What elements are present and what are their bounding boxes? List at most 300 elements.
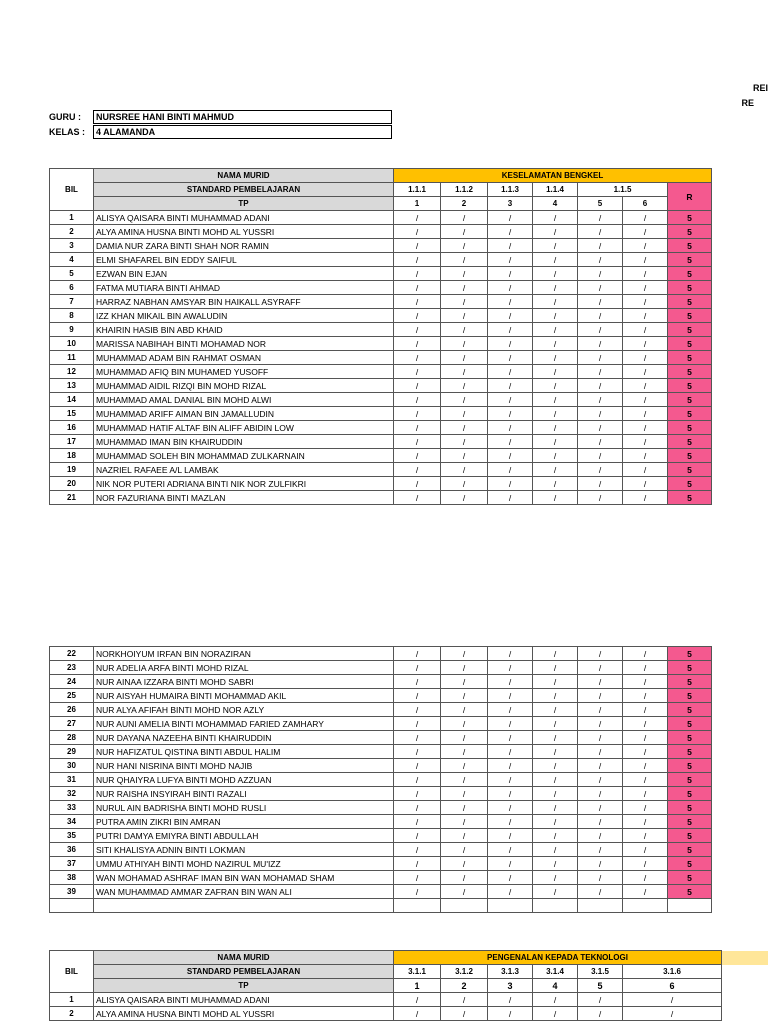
result-cell: 5	[668, 787, 712, 801]
result-cell: 5	[668, 351, 712, 365]
result-cell: 5	[668, 885, 712, 899]
mark-cell: /	[578, 815, 623, 829]
row-number: 3	[50, 239, 94, 253]
standard-3: 1.1.3	[488, 183, 533, 197]
mark-cell: /	[394, 759, 441, 773]
mark-cell: /	[578, 421, 623, 435]
result-cell: 5	[668, 435, 712, 449]
result-cell: 5	[668, 717, 712, 731]
mark-cell: /	[441, 239, 488, 253]
mark-cell: /	[488, 661, 533, 675]
result-cell: 5	[668, 379, 712, 393]
mark-cell: /	[441, 1007, 488, 1021]
mark-cell: /	[441, 365, 488, 379]
table-row	[50, 689, 712, 703]
mark-cell: /	[623, 993, 722, 1007]
mark-cell: /	[488, 407, 533, 421]
mark-cell: /	[394, 661, 441, 675]
tp-4: 4	[533, 197, 578, 211]
table-row	[50, 421, 712, 435]
student-name: NUR RAISHA INSYIRAH BINTI RAZALI	[94, 787, 394, 801]
mark-cell: /	[488, 801, 533, 815]
mark-cell: /	[441, 309, 488, 323]
student-name: NUR AINAA IZZARA BINTI MOHD SABRI	[94, 675, 394, 689]
standard-3-5: 3.1.5	[578, 965, 623, 979]
mark-cell: /	[578, 323, 623, 337]
mark-cell: /	[441, 675, 488, 689]
student-name: ALYA AMINA HUSNA BINTI MOHD AL YUSSRI	[94, 1007, 394, 1021]
row-number: 29	[50, 745, 94, 759]
mark-cell: /	[533, 491, 578, 505]
mark-cell: /	[578, 717, 623, 731]
student-name: MUHAMMAD SOLEH BIN MOHAMMAD ZULKARNAIN	[94, 449, 394, 463]
tp-2: 2	[441, 197, 488, 211]
mark-cell: /	[441, 815, 488, 829]
student-name: PUTRA AMIN ZIKRI BIN AMRAN	[94, 815, 394, 829]
tp-header: TP	[94, 197, 394, 211]
result-cell: 5	[668, 815, 712, 829]
mark-cell: /	[441, 843, 488, 857]
mark-cell: /	[441, 491, 488, 505]
mark-cell: /	[441, 267, 488, 281]
mark-cell: /	[394, 365, 441, 379]
table-row	[50, 787, 712, 801]
mark-cell: /	[394, 295, 441, 309]
student-name: MUHAMMAD ARIFF AIMAN BIN JAMALLUDIN	[94, 407, 394, 421]
table-row	[50, 857, 712, 871]
mark-cell: /	[578, 463, 623, 477]
mark-cell: /	[623, 337, 668, 351]
table-row	[50, 843, 712, 857]
tp-1: 1	[394, 197, 441, 211]
topic-header: KESELAMATAN BENGKEL	[394, 169, 712, 183]
mark-cell: /	[488, 393, 533, 407]
mark-cell: /	[394, 393, 441, 407]
mark-cell: /	[623, 731, 668, 745]
mark-cell: /	[441, 745, 488, 759]
student-name: NUR ALYA AFIFAH BINTI MOHD NOR AZLY	[94, 703, 394, 717]
mark-cell: /	[533, 801, 578, 815]
table-row	[50, 281, 712, 295]
mark-cell: /	[441, 449, 488, 463]
mark-cell: /	[533, 407, 578, 421]
row-number: 31	[50, 773, 94, 787]
mark-cell: /	[441, 857, 488, 871]
row-number: 36	[50, 843, 94, 857]
mark-cell: /	[578, 731, 623, 745]
student-name: NUR AUNI AMELIA BINTI MOHAMMAD FARIED ZAMHARY	[94, 717, 394, 731]
result-cell: 5	[668, 365, 712, 379]
student-name: NUR QHAIYRA LUFYA BINTI MOHD AZZUAN	[94, 773, 394, 787]
mark-cell: /	[533, 703, 578, 717]
mark-cell: /	[578, 675, 623, 689]
mark-cell: /	[578, 267, 623, 281]
table-row	[50, 309, 712, 323]
result-cell: 5	[668, 239, 712, 253]
mark-cell: /	[533, 731, 578, 745]
mark-cell: /	[488, 787, 533, 801]
mark-cell: /	[578, 857, 623, 871]
mark-cell: /	[441, 661, 488, 675]
student-name: WAN MUHAMMAD AMMAR ZAFRAN BIN WAN ALI	[94, 885, 394, 899]
r-header: R	[668, 183, 712, 211]
mark-cell: /	[623, 449, 668, 463]
mark-cell: /	[533, 745, 578, 759]
mark-cell: /	[394, 421, 441, 435]
result-cell: 5	[668, 463, 712, 477]
mark-cell: /	[394, 717, 441, 731]
mark-cell: /	[394, 647, 441, 661]
result-cell: 5	[668, 323, 712, 337]
empty-cell	[623, 899, 668, 913]
mark-cell: /	[533, 365, 578, 379]
result-cell: 5	[668, 267, 712, 281]
result-cell: 5	[668, 309, 712, 323]
mark-cell: /	[533, 993, 578, 1007]
result-cell: 5	[668, 295, 712, 309]
mark-cell: /	[578, 491, 623, 505]
student-name: NURUL AIN BADRISHA BINTI MOHD RUSLI	[94, 801, 394, 815]
mark-cell: /	[488, 857, 533, 871]
student-name: NUR DAYANA NAZEEHA BINTI KHAIRUDDIN	[94, 731, 394, 745]
mark-cell: /	[488, 717, 533, 731]
mark-cell: /	[533, 815, 578, 829]
student-name: EZWAN BIN EJAN	[94, 267, 394, 281]
mark-cell: /	[578, 871, 623, 885]
mark-cell: /	[533, 477, 578, 491]
mark-cell: /	[394, 435, 441, 449]
mark-cell: /	[533, 829, 578, 843]
result-cell: 5	[668, 773, 712, 787]
mark-cell: /	[394, 281, 441, 295]
mark-cell: /	[488, 435, 533, 449]
mark-cell: /	[533, 661, 578, 675]
student-name: ALISYA QAISARA BINTI MUHAMMAD ADANI	[94, 993, 394, 1007]
mark-cell: /	[578, 281, 623, 295]
mark-cell: /	[578, 309, 623, 323]
row-number: 22	[50, 647, 94, 661]
mark-cell: /	[623, 773, 668, 787]
row-number: 13	[50, 379, 94, 393]
row-number: 16	[50, 421, 94, 435]
mark-cell: /	[488, 815, 533, 829]
mark-cell: /	[441, 689, 488, 703]
mark-cell: /	[394, 309, 441, 323]
mark-cell: /	[394, 745, 441, 759]
mark-cell: /	[623, 267, 668, 281]
mark-cell: /	[394, 829, 441, 843]
mark-cell: /	[623, 211, 668, 225]
mark-cell: /	[394, 843, 441, 857]
table-row	[50, 703, 712, 717]
mark-cell: /	[623, 1007, 722, 1021]
mark-cell: /	[488, 337, 533, 351]
mark-cell: /	[488, 267, 533, 281]
kelas-value: 4 ALAMANDA	[93, 125, 392, 139]
row-number: 1	[50, 993, 94, 1007]
mark-cell: /	[394, 225, 441, 239]
mark-cell: /	[623, 253, 668, 267]
mark-cell: /	[623, 351, 668, 365]
row-number: 23	[50, 661, 94, 675]
mark-cell: /	[394, 407, 441, 421]
guru-label: GURU :	[49, 112, 81, 122]
row-number: 5	[50, 267, 94, 281]
empty-cell	[441, 899, 488, 913]
row-number: 37	[50, 857, 94, 871]
student-name: HARRAZ NABHAN AMSYAR BIN HAIKALL ASYRAFF	[94, 295, 394, 309]
table-row	[50, 449, 712, 463]
student-name: NOR FAZURIANA BINTI MAZLAN	[94, 491, 394, 505]
mark-cell: /	[394, 351, 441, 365]
student-name: MUHAMMAD AFIQ BIN MUHAMED YUSOFF	[94, 365, 394, 379]
row-number: 7	[50, 295, 94, 309]
mark-cell: /	[533, 379, 578, 393]
table-row	[50, 253, 712, 267]
table-row	[50, 675, 712, 689]
mark-cell: /	[578, 295, 623, 309]
mark-cell: /	[578, 843, 623, 857]
mark-cell: /	[578, 801, 623, 815]
result-cell: 5	[668, 661, 712, 675]
mark-cell: /	[578, 745, 623, 759]
row-number: 17	[50, 435, 94, 449]
table-row	[50, 267, 712, 281]
table-row	[50, 759, 712, 773]
result-cell: 5	[668, 407, 712, 421]
mark-cell: /	[488, 689, 533, 703]
mark-cell: /	[394, 477, 441, 491]
mark-cell: /	[623, 815, 668, 829]
table-row	[50, 717, 712, 731]
student-name: NUR HAFIZATUL QISTINA BINTI ABDUL HALIM	[94, 745, 394, 759]
mark-cell: /	[394, 787, 441, 801]
table-row	[50, 731, 712, 745]
mark-cell: /	[623, 323, 668, 337]
table-row	[50, 815, 712, 829]
result-cell: 5	[668, 745, 712, 759]
empty-cell	[94, 899, 394, 913]
mark-cell: /	[533, 689, 578, 703]
mark-cell: /	[533, 253, 578, 267]
mark-cell: /	[623, 225, 668, 239]
mark-cell: /	[441, 993, 488, 1007]
mark-cell: /	[623, 407, 668, 421]
tp-3-5: 5	[578, 979, 623, 993]
result-cell: 5	[668, 857, 712, 871]
row-number: 26	[50, 703, 94, 717]
mark-cell: /	[394, 801, 441, 815]
student-name: NORKHOIYUM IRFAN BIN NORAZIRAN	[94, 647, 394, 661]
result-cell: 5	[668, 829, 712, 843]
row-number: 6	[50, 281, 94, 295]
mark-cell: /	[578, 435, 623, 449]
table-row	[50, 829, 712, 843]
empty-cell	[50, 899, 94, 913]
standard-3-1: 3.1.1	[394, 965, 441, 979]
result-cell: 5	[668, 689, 712, 703]
mark-cell: /	[394, 703, 441, 717]
mark-cell: /	[441, 253, 488, 267]
table-row	[50, 801, 712, 815]
mark-cell: /	[533, 787, 578, 801]
table-row	[50, 885, 712, 899]
mark-cell: /	[441, 829, 488, 843]
assessment-table-continuation	[49, 646, 712, 913]
table-row	[50, 745, 712, 759]
student-name: WAN MOHAMAD ASHRAF IMAN BIN WAN MOHAMAD SHAM	[94, 871, 394, 885]
row-number: 28	[50, 731, 94, 745]
mark-cell: /	[533, 393, 578, 407]
mark-cell: /	[441, 351, 488, 365]
mark-cell: /	[578, 393, 623, 407]
table-row	[50, 239, 712, 253]
table-row	[50, 365, 712, 379]
mark-cell: /	[441, 885, 488, 899]
mark-cell: /	[578, 885, 623, 899]
mark-cell: /	[488, 647, 533, 661]
student-name: MUHAMMAD IMAN BIN KHAIRUDDIN	[94, 435, 394, 449]
row-number: 30	[50, 759, 94, 773]
mark-cell: /	[623, 661, 668, 675]
mark-cell: /	[441, 435, 488, 449]
table-row	[50, 337, 712, 351]
mark-cell: /	[623, 491, 668, 505]
tp-header-2: TP	[94, 979, 394, 993]
mark-cell: /	[394, 1007, 441, 1021]
table-row	[50, 477, 712, 491]
mark-cell: /	[488, 449, 533, 463]
nama-murid-header: NAMA MURID	[94, 169, 394, 183]
row-number: 27	[50, 717, 94, 731]
mark-cell: /	[578, 647, 623, 661]
tp-3: 3	[488, 197, 533, 211]
student-name: NIK NOR PUTERI ADRIANA BINTI NIK NOR ZULFIKRI	[94, 477, 394, 491]
result-cell: 5	[668, 759, 712, 773]
mark-cell: /	[623, 393, 668, 407]
result-cell: 5	[668, 801, 712, 815]
mark-cell: /	[394, 211, 441, 225]
mark-cell: /	[488, 365, 533, 379]
mark-cell: /	[488, 351, 533, 365]
mark-cell: /	[488, 731, 533, 745]
mark-cell: /	[533, 843, 578, 857]
mark-cell: /	[623, 365, 668, 379]
mark-cell: /	[394, 267, 441, 281]
mark-cell: /	[533, 463, 578, 477]
mark-cell: /	[394, 239, 441, 253]
mark-cell: /	[488, 745, 533, 759]
mark-cell: /	[488, 759, 533, 773]
mark-cell: /	[441, 323, 488, 337]
mark-cell: /	[578, 993, 623, 1007]
table-row	[50, 323, 712, 337]
standard-3-2: 3.1.2	[441, 965, 488, 979]
mark-cell: /	[533, 211, 578, 225]
row-number: 2	[50, 225, 94, 239]
mark-cell: /	[488, 295, 533, 309]
result-cell: 5	[668, 449, 712, 463]
mark-cell: /	[394, 815, 441, 829]
table-row	[50, 379, 712, 393]
empty-cell	[394, 899, 441, 913]
mark-cell: /	[394, 857, 441, 871]
student-name: NUR AISYAH HUMAIRA BINTI MOHAMMAD AKIL	[94, 689, 394, 703]
standard-3-4: 3.1.4	[533, 965, 578, 979]
mark-cell: /	[488, 463, 533, 477]
table-row	[50, 393, 712, 407]
table-row	[50, 407, 712, 421]
mark-cell: /	[441, 407, 488, 421]
kelas-label: KELAS :	[49, 127, 85, 137]
mark-cell: /	[533, 759, 578, 773]
student-name: NUR ADELIA ARFA BINTI MOHD RIZAL	[94, 661, 394, 675]
mark-cell: /	[533, 717, 578, 731]
mark-cell: /	[488, 281, 533, 295]
mark-cell: /	[533, 421, 578, 435]
mark-cell: /	[533, 1007, 578, 1021]
mark-cell: /	[533, 309, 578, 323]
mark-cell: /	[394, 337, 441, 351]
table-row	[50, 871, 712, 885]
mark-cell: /	[533, 351, 578, 365]
bil-header: BIL	[50, 169, 94, 211]
mark-cell: /	[441, 393, 488, 407]
student-name: KHAIRIN HASIB BIN ABD KHAID	[94, 323, 394, 337]
result-cell: 5	[668, 731, 712, 745]
tp-3-6: 6	[623, 979, 722, 993]
standard-3-6: 3.1.6	[623, 965, 722, 979]
tp-3-1: 1	[394, 979, 441, 993]
result-cell: 5	[668, 647, 712, 661]
table-row	[50, 773, 712, 787]
mark-cell: /	[441, 295, 488, 309]
mark-cell: /	[623, 717, 668, 731]
result-cell: 5	[668, 491, 712, 505]
table-row	[50, 435, 712, 449]
mark-cell: /	[623, 239, 668, 253]
mark-cell: /	[623, 463, 668, 477]
mark-cell: /	[488, 309, 533, 323]
mark-cell: /	[578, 1007, 623, 1021]
mark-cell: /	[441, 787, 488, 801]
table-row	[50, 993, 722, 1007]
mark-cell: /	[623, 745, 668, 759]
result-cell: 5	[668, 843, 712, 857]
mark-cell: /	[578, 829, 623, 843]
mark-cell: /	[488, 675, 533, 689]
header-extension	[716, 951, 768, 965]
table-row	[50, 463, 712, 477]
tp-5: 5	[578, 197, 623, 211]
mark-cell: /	[441, 871, 488, 885]
table-row	[50, 1007, 722, 1021]
mark-cell: /	[441, 717, 488, 731]
result-cell: 5	[668, 393, 712, 407]
mark-cell: /	[578, 689, 623, 703]
standard-4: 1.1.4	[533, 183, 578, 197]
mark-cell: /	[441, 773, 488, 787]
mark-cell: /	[533, 675, 578, 689]
row-number: 19	[50, 463, 94, 477]
corner-text-1: REI	[752, 83, 768, 93]
mark-cell: /	[623, 435, 668, 449]
mark-cell: /	[394, 689, 441, 703]
student-name: MUHAMMAD HATIF ALTAF BIN ALIFF ABIDIN LOW	[94, 421, 394, 435]
mark-cell: /	[441, 647, 488, 661]
mark-cell: /	[394, 449, 441, 463]
result-cell: 5	[668, 477, 712, 491]
